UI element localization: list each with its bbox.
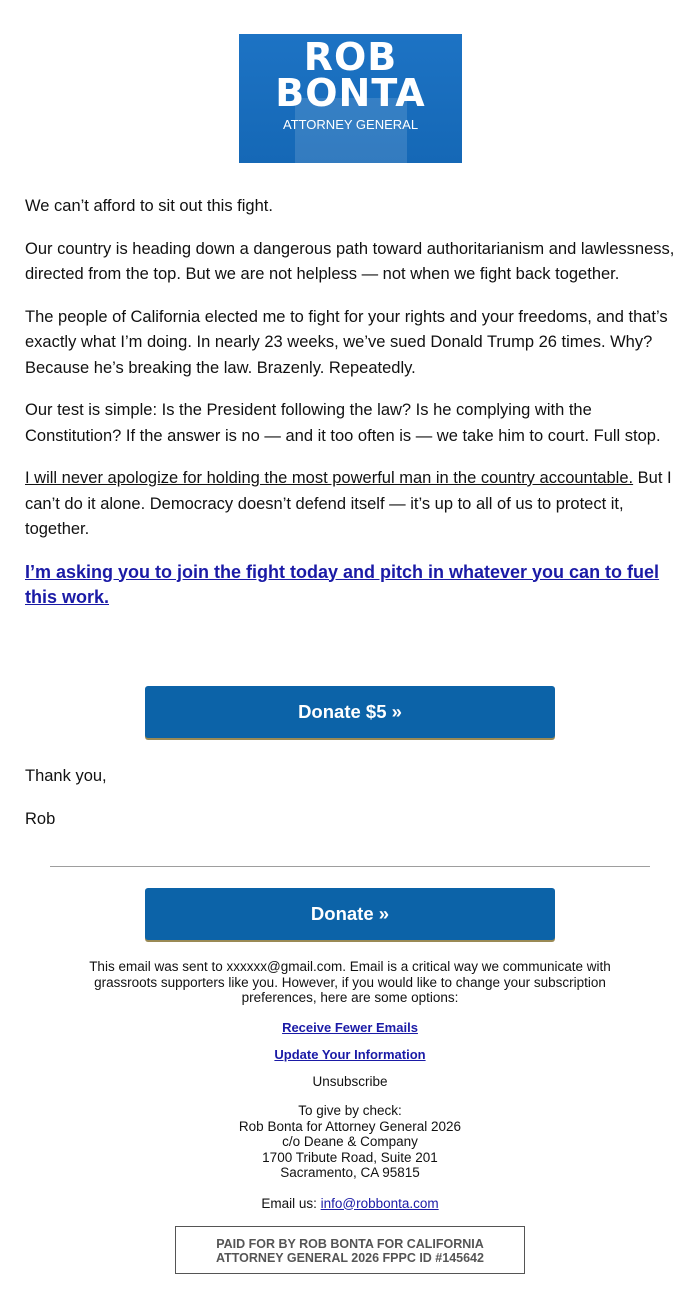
donate-button[interactable]: Donate » — [145, 888, 555, 940]
unsubscribe-link[interactable]: Unsubscribe — [312, 1073, 388, 1089]
join-fight-link[interactable]: I’m asking you to join the fight today and pitch in whatever you can to fuel this work. — [25, 561, 660, 607]
signoff-name: Rob — [25, 810, 56, 828]
signoff-thanks: Thank you, — [25, 767, 107, 785]
accountable-link[interactable]: I will never apologize for holding the most powerful man in the country accountable. — [25, 469, 634, 487]
rob-bonta-logo[interactable] — [239, 34, 462, 163]
paragraph-5 — [25, 466, 675, 543]
footer-notice: This email was sent to xxxxxx@gmail.com. Email is a critical way we communicate with grassroots supporters like you. However, if you would like to change your subscription preferences, here are some options: — [89, 959, 611, 1005]
donate-5-button[interactable]: Donate $5 » — [145, 686, 555, 738]
paid-for-disclaimer — [175, 1226, 525, 1274]
email-us-line — [60, 1196, 640, 1212]
paid-for-line-1: PAID FOR BY ROB BONTA FOR CALIFORNIA — [216, 1237, 484, 1251]
paragraph-4: Our test is simple: Is the President following the law? Is he complying with the Constitution? If the answer is no — and it too often is — we take him to court. Full stop. — [25, 401, 661, 445]
check-care-of: c/o Deane & Company — [282, 1134, 418, 1149]
check-street: 1700 Tribute Road, Suite 201 — [262, 1149, 438, 1165]
footer — [60, 959, 640, 1211]
paid-for-line-2: ATTORNEY GENERAL 2026 FPPC ID #145642 — [216, 1251, 484, 1265]
check-payee: Rob Bonta for Attorney General 2026 — [238, 1118, 462, 1134]
paragraph-2: Our country is heading down a dangerous path toward authoritarianism and lawlessness, directed from the top. But we are not helpless — not when we fight back together. — [25, 239, 675, 283]
letter-body — [25, 194, 675, 610]
email-address-link[interactable]: info@robbonta.com — [320, 1195, 439, 1211]
logo-line-rob: ROB — [303, 35, 398, 79]
paragraph-1: We can’t afford to sit out this fight. — [25, 197, 273, 215]
paragraph-3: The people of California elected me to fight for your rights and your freedoms, and that’s exactly what I’m doing. In nearly 23 weeks, we’ve sued Donald Trump 26 times. Why? Because he’s breaking the law. Brazenly. Repeatedly. — [25, 307, 668, 377]
paragraph-5-rest: But I can’t do it alone. Democracy doesn’t defend itself — it’s up to all of us to protect it, together. — [25, 469, 672, 538]
receive-fewer-emails-link[interactable]: Receive Fewer Emails — [282, 1019, 418, 1035]
update-information-link[interactable]: Update Your Information — [274, 1047, 426, 1062]
logo-line-title: ATTORNEY GENERAL — [282, 117, 419, 132]
footer-divider — [50, 866, 650, 867]
check-intro: To give by check: — [298, 1103, 402, 1118]
email-us-label: Email us: — [261, 1195, 321, 1211]
check-city: Sacramento, CA 95815 — [280, 1165, 420, 1180]
check-address — [60, 1103, 640, 1181]
logo-line-bonta: BONTA — [275, 71, 426, 115]
